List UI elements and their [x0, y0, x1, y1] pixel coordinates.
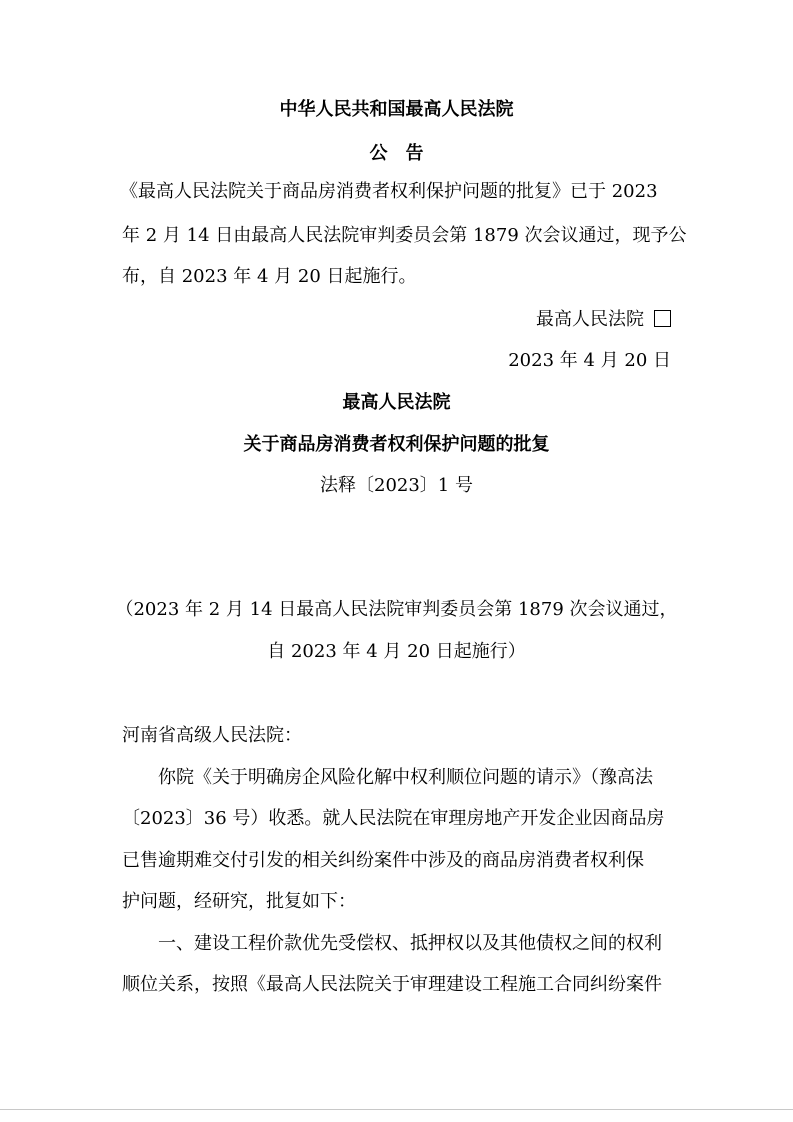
announcement-court-title: 中华人民共和国最高人民法院	[279, 99, 514, 120]
reply-para2-line: 顺位关系，按照《最高人民法院关于审理建设工程施工合同纠纷案件	[122, 974, 662, 995]
reply-addressee: 河南省高级人民法院：	[122, 725, 302, 746]
announcement-signature	[536, 308, 671, 332]
reply-adoption-line: （2023 年 2 月 14 日最高人民法院审判委员会第 1879 次会议通过，	[115, 599, 678, 620]
reply-para1-line: 护问题，经研究，批复如下：	[122, 891, 356, 912]
announcement-body-line: 布，自 2023 年 4 月 20 日起施行。	[122, 266, 417, 287]
reply-title: 关于商品房消费者权利保护问题的批复	[243, 434, 550, 455]
announcement-body-line: 《最高人民法院关于商品房消费者权利保护问题的批复》已于 2023	[120, 181, 658, 202]
signature-text: 最高人民法院	[536, 309, 644, 330]
announcement-body-line: 年 2 月 14 日由最高人民法院审判委员会第 1879 次会议通过，现予公	[122, 225, 687, 246]
page-bottom-edge	[0, 1109, 793, 1110]
reply-para1-line: 〔2023〕36 号）收悉。就人民法院在审理房地产开发企业因商品房	[122, 808, 665, 829]
seal-placeholder-icon	[654, 310, 671, 327]
reply-adoption-line: 自 2023 年 4 月 20 日起施行）	[267, 641, 526, 662]
reply-para1-line: 已售逾期难交付引发的相关纠纷案件中涉及的商品房消费者权利保	[122, 850, 644, 871]
reply-para1-line: 你院《关于明确房企风险化解中权利顺位问题的请示》（豫高法	[158, 767, 653, 788]
reply-issuer: 最高人民法院	[342, 392, 451, 413]
reply-para2-line: 一、建设工程价款优先受偿权、抵押权以及其他债权之间的权利	[158, 933, 662, 954]
announcement-title: 公 告	[369, 143, 424, 164]
announcement-date: 2023 年 4 月 20 日	[508, 350, 671, 371]
reply-doc-number: 法释〔2023〕1 号	[320, 475, 473, 496]
